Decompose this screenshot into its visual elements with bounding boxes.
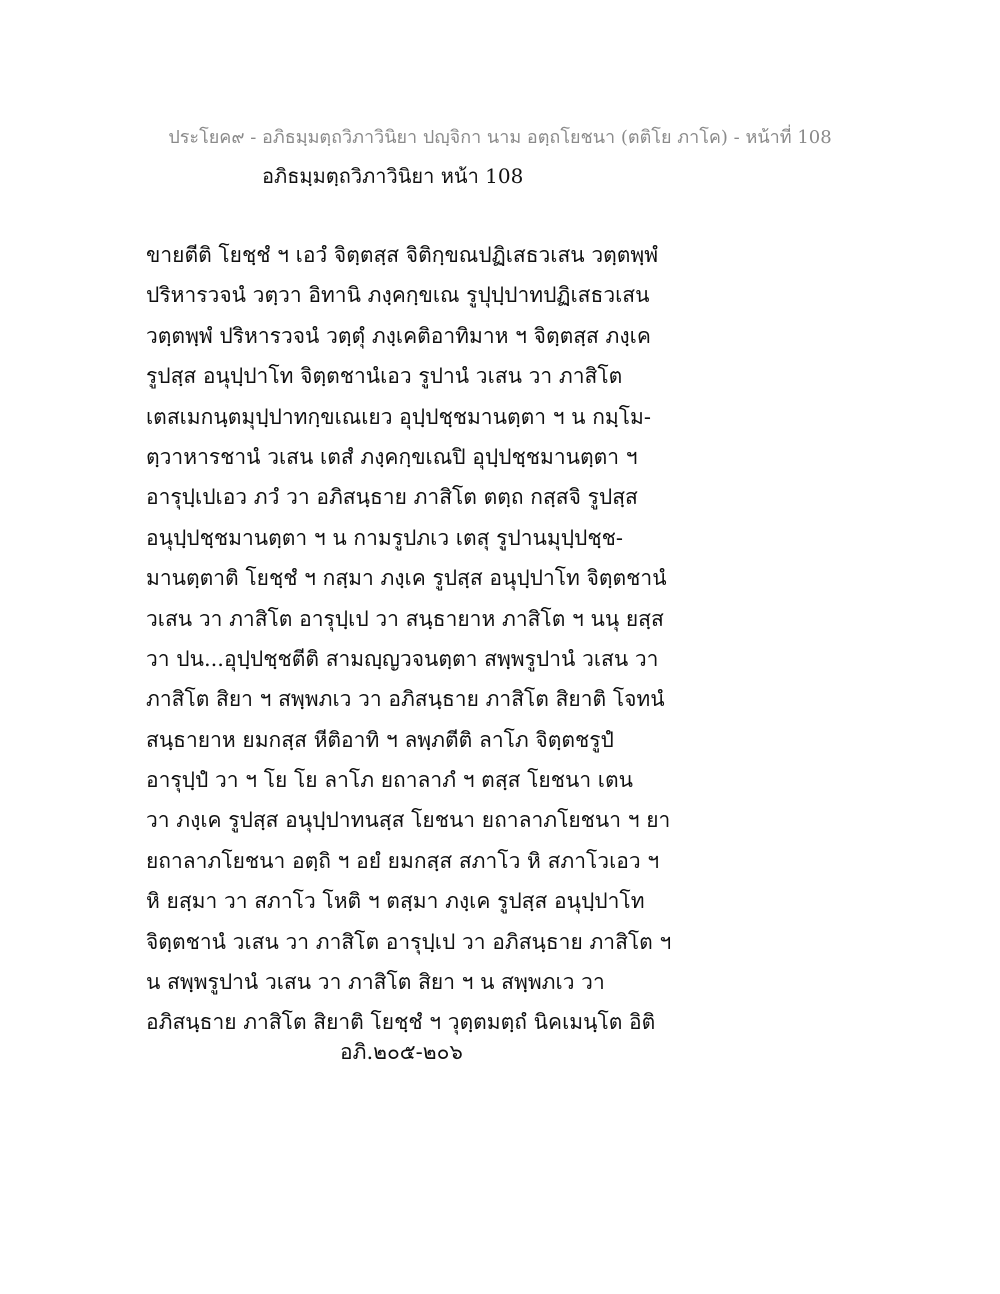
text-line: สนฺธายาห ยมกสฺส หีติอาทิ ฯ ลพฺภตีติ ลาโภ จิตฺตชรูปํ [146,727,614,752]
text-line: วา ภงฺเค รูปสฺส อนุปฺปาทนสฺส โยชนา ยถาลาภโยชนา ฯ ยา [146,808,671,833]
text-line: อารุปฺปํ วา ฯ โย โย ลาโภ ยถาลาภํ ฯ ตสฺส โยชนา เตน [146,768,633,793]
text-line: หิ ยสฺมา วา สภาโว โหติ ฯ ตสฺมา ภงฺเค รูปสฺส อนุปฺปาโท [146,889,645,914]
body-text [146,240,672,1048]
text-line: ยถาลาภโยชนา อตฺถิ ฯ อยํ ยมกสฺส สภาโว หิ สภาโวเอว ฯ [146,848,660,873]
page-title: อภิธมฺมตฺถวิภาวินิยา หน้า 108 [262,164,524,188]
text-line: วเสน วา ภาสิโต อารุปฺเป วา สนฺธายาห ภาสิโต ฯ นนุ ยสฺส [146,606,664,631]
text-line: เตสเมกนฺตมุปฺปาทกฺขเณเยว อุปฺปชฺชมานตฺตา ฯ น กมฺโม- [146,404,651,429]
text-line: จิตฺตชานํ วเสน วา ภาสิโต อารุปฺเป วา อภิสนฺธาย ภาสิโต ฯ [146,929,672,954]
text-line: อารุปฺเปเอว ภวํ วา อภิสนฺธาย ภาสิโต ตตฺถ กสฺสจิ รูปสฺส [146,485,638,510]
text-line: วา ปน...อุปฺปชฺชตีติ สามญฺญวจนตฺตา สพฺพรูปานํ วเสน วา [146,646,659,671]
page-reference: อภิ.๒๐๕-๒๐๖ [340,1040,463,1064]
text-line: วตฺตพฺพํ ปริหารวจนํ วตฺตุํ ภงฺเคติอาทิมาห ฯ จิตฺตสฺส ภงฺเค [146,323,651,348]
text-line: ภาสิโต สิยา ฯ สพฺพภเว วา อภิสนฺธาย ภาสิโต สิยาติ โจทนํ [146,687,665,712]
text-line: ตฺวาหารชานํ วเสน เตสํ ภงฺคกฺขเณปิ อุปฺปชฺชมานตฺตา ฯ [146,444,638,469]
text-line: อนุปฺปชฺชมานตฺตา ฯ น กามรูปภเว เตสุ รูปานมุปฺปชฺช- [146,525,623,550]
text-line: มานตฺตาติ โยชฺชํ ฯ กสฺมา ภงฺเค รูปสฺส อนุปฺปาโท จิตฺตชานํ [146,566,667,591]
text-line: ขายตีติ โยชฺชํ ฯ เอวํ จิตฺตสฺส จิติกฺขณปฏิเสธวเสน วตฺตพฺพํ [146,243,659,267]
running-header [0,122,1000,151]
text-line: รูปสฺส อนุปฺปาโท จิตฺตชานํเอว รูปานํ วเสน วา ภาสิโต [146,364,623,389]
text-line: ปริหารวจนํ วตฺวา อิทานิ ภงฺคกฺขเณ รูปุปฺปาทปฏิเสธวเสน [146,283,650,308]
text-line: น สพฺพรูปานํ วเสน วา ภาสิโต สิยา ฯ น สพฺพภเว วา [146,970,605,995]
text-line: อภิสนฺธาย ภาสิโต สิยาติ โยชฺชํ ฯ วุตฺตมตฺถํ นิคเมนฺโต อิติ [146,1010,656,1035]
running-header-text: ประโยค๙ - อภิธมฺมตฺถวิภาวินิยา ปญฺจิกา นาม อตฺถโยชนา (ตติโย ภาโค) - หน้าที่ 108 [168,127,832,148]
